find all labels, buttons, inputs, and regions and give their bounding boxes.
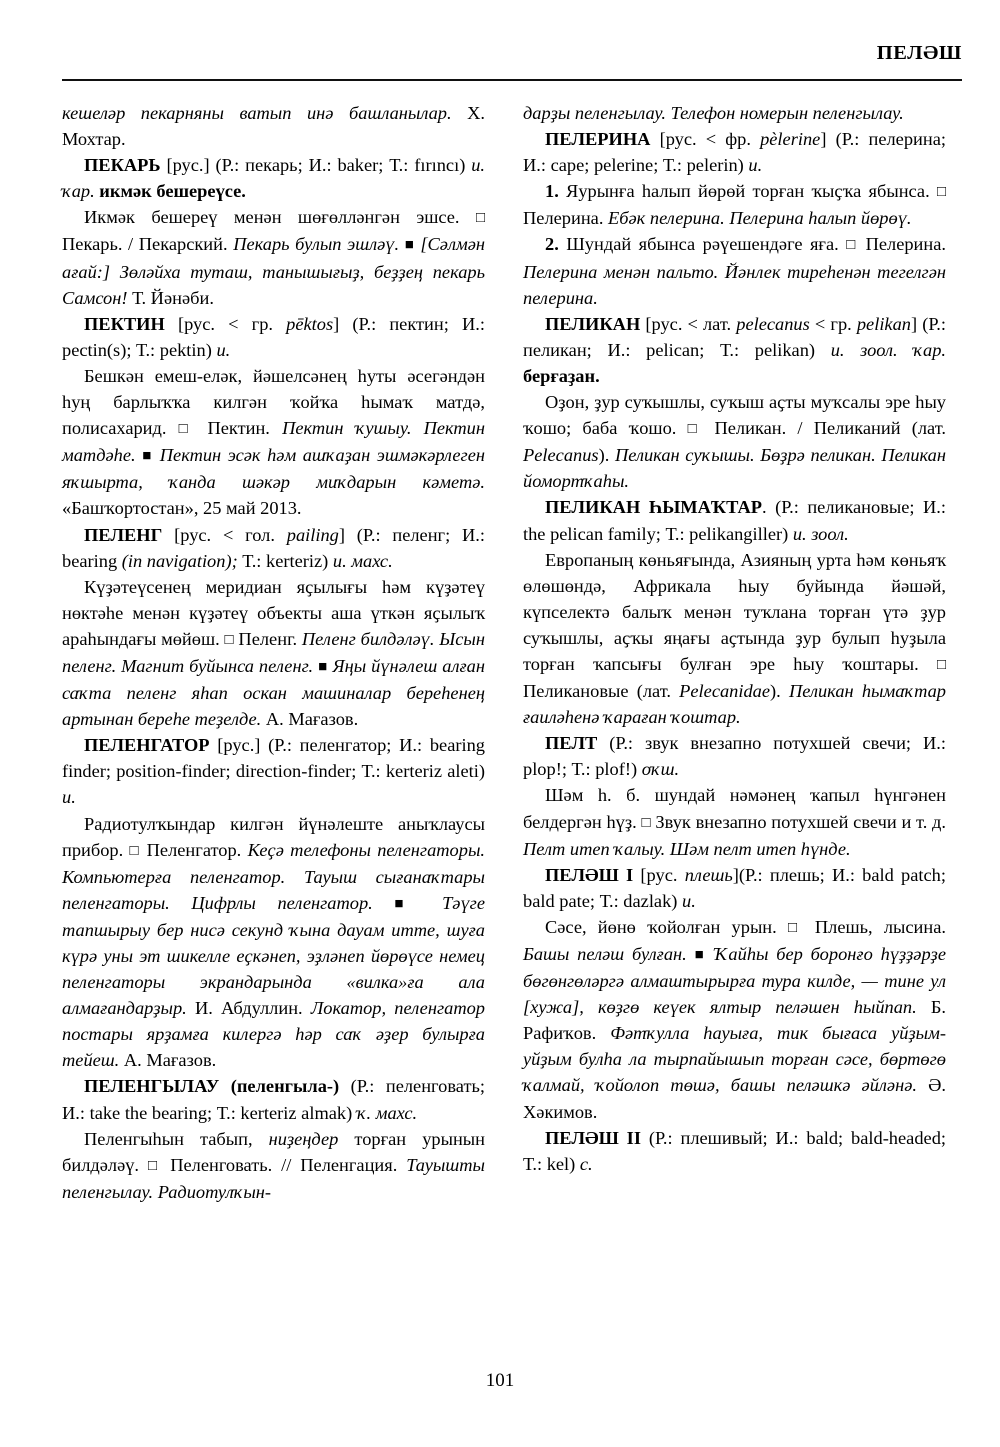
entry-block-pelikan-hymaktar-entry: ПЕЛИКАН ҺЫМАҠТАР. (Р.: пеликановые; И.: the pelican family; Т.: pelikangiller) и. зоол. xyxy=(523,497,946,544)
entry-block-peleng-def: Күҙәтеүсенең меридиан яҫылығы һәм күҙәтеү нөктәһе менән күҙәтеү объекты аша үткән яҫылыҡ араһындағы мөйөш. □ Пеленг. Пеленг билдәләү. Ысын пеленг. Магнит буйынса пеленг. ■ Яңы йүнәлеш алған саҡта пеленг яһап оскан машиналар береһенең артынан береһе теҙелде. А. Мағазов. xyxy=(62,576,485,730)
entry-block-pektin-entry: ПЕКТИН [рус. < гр. pēktos] (Р.: пектин; И.: pectin(s); Т.: pektin) и. xyxy=(62,313,485,360)
page-header xyxy=(62,44,962,90)
entry-block-pelengylau-tail: дарҙы пеленгылау. Телефон номерын пеленгылау. xyxy=(523,103,904,123)
entry-block-pelerina-sense1: 1. Яурынға һалып йөрөй торған ҡыҫҡа ябынса. □ Пелерина. Ебәк пелерина. Пелерина һалып йөрөү. xyxy=(523,181,946,229)
text-columns xyxy=(62,100,962,1332)
entry-block-pelikan-def: Оҙон, ҙур суҡышлы, суҡыш аҫты муҡсалы эре һыу ҡошо; баба ҡошо. □ Пеликан. / Пеликаний (лат. Pelecanus). Пеликан суҡышы. Бөҙрә пеликан. Пеликан йомортҡаһы. xyxy=(523,392,946,492)
entry-block-pelengator-def: Радиотулҡындар килгән йүнәлеште аныҡлаусы прибор. □ Пеленгатор. Кеҫә телефоны пеленгаторы. Компьютерға пеленгатор. Тауыш сығанаҡтары пеленгаторы. Цифрлы пеленгатор. ■ Тәүге тапшырыу бер нисә секунд ҡына дауам итте, шуға күрә уны эт шикелле еҫкәнеп, эҙләнеп йөрөүсе немец пеленгаторы экрандарында «вилка»ға ала алмағандарҙыр. И. Абдуллин. Локатор, пеленгатор постары ярҙамға килергә һәр саҡ әҙер булырға тейеш. А. Мағазов. xyxy=(62,813,485,1071)
page-number: 101 xyxy=(485,1370,515,1391)
entry-block-pekar-def: Икмәк бешереү менән шөғөлләнгән эшсе. □ Пекарь. / Пекарский. Пекарь булып эшләү. ■ [Сәлмән ағай:] Зөләйха туташ, танышығыҙ, беҙҙең пекарь Самсон! Т. Йәнәби. xyxy=(62,207,486,308)
entry-block-pelerina-sense2: 2. Шундай ябынса рәүешендәге яға. □ Пелерина. Пелерина менән пальто. Йәнлек тиреһенән тегелгән пелерина. xyxy=(523,234,946,308)
entry-block-pelash1-def: Сәсе, йөнө ҡойолған урын. □ Плешь, лысина. Башы пеләш булған. ■ Ҡайһы бер боронғо һүҙҙәрҙе бөгөнгөләргә алмаштырырға тура килде, — тине ул [хужа], көҙгө кеүек ялтыр пеләшен һыйпап. Б. Рафиҡов. Фәтҡулла һауыға, тик бығаса уйҙым-уйҙым булһа ла тырпайышып торған сәсе, бөртөгө ҡалмай, ҡойолоп төшә, башы пеләшкә әйләнә. Ә. Хәкимов. xyxy=(523,916,947,1122)
entry-block-peleng-entry: ПЕЛЕНГ [рус. < гол. pailing] (Р.: пеленг; И.: bearing (in navigation); Т.: kerteriz) и. махс. xyxy=(62,524,485,571)
entry-block-pelengylau-def: Пеленгыһын табып, ниҙеңдер торған урынын билдәләү. □ Пеленговать. // Пеленгация. Тауышты пеленгылау. Радиотулҡын- xyxy=(62,1128,485,1202)
entry-block-pelash2-entry: ПЕЛӘШ II (Р.: плешивый; И.: bald; bald-headed; Т.: kel) с. xyxy=(523,1127,946,1174)
entry-block-pektin-def: Бешкән емеш-еләк, йәшелсәнең һуты әсегәндән һуң барлыҡҡа килгән ҡойҡа һымаҡ матдә, полисахарид. □ Пектин. Пектин ҡушыу. Пектин матдәһе. ■ Пектин эсәк һәм ашҡаҙан эшмәкәрлеген яҡшырта, ҡанда шәкәр миҡдарын кәметә. «Башҡортостан», 25 май 2013. xyxy=(62,365,485,519)
entry-block-pekar-entry: ПЕКАРЬ [рус.] (Р.: пекарь; И.: baker; Т.: fırıncı) и. ҡар. икмәк бешереүсе. xyxy=(62,155,485,202)
entry-block-pelt-entry: ПЕЛТ (Р.: звук внезапно потухшей свечи; И.: plop!; Т.: plof!) оҡш. xyxy=(523,733,946,780)
entry-block-pelengylau-entry: ПЕЛЕНГЫЛАУ (пеленгыла-) (Р.: пеленговать; И.: take the bearing; Т.: kerteriz almak) ҡ. махс. xyxy=(62,1076,485,1123)
left-column xyxy=(62,100,485,1332)
entry-block-pelikan-hymaktar-def: Европаның көньяғында, Азияның урта һәм көньяҡ өлөшөндә, Африкала һыу буйында йәшәй, күпселектә балыҡ менән туҡлана торған үтә ҙур суҡышлы, аҫҡы яңағы аҫтында ҙур булып һуҙыла торған ҡапсығы булған эре һыу ҡоштары. □ Пеликановые (лат. Pelecanidae). Пеликан һымаҡтар ғаиләһенә ҡараған ҡоштар. xyxy=(523,549,946,728)
entry-block-pelengator-entry: ПЕЛЕНГАТОР [рус.] (Р.: пеленгатор; И.: bearing finder; position-finder; direction-finder; Т.: kerteriz aleti) и. xyxy=(62,735,485,808)
entry-block-pelikan-entry: ПЕЛИКАН [рус. < лат. pelecanus < гр. pelikan] (Р.: пеликан; И.: pelican; Т.: pelikan) и. зоол. ҡар. берғаҙан. xyxy=(523,313,947,386)
header-rule xyxy=(62,79,962,81)
entry-block-pekar-tail: кешеләр пекарняны ватып инә башланылар. Х. Мохтар. xyxy=(62,103,485,150)
entry-block-pelerina-entry: ПЕЛЕРИНА [рус. < фр. pèlerine] (Р.: пелерина; И.: cape; pelerine; Т.: pelerin) и. xyxy=(523,129,946,176)
running-head: ПЕЛӘШ xyxy=(876,42,962,64)
right-column xyxy=(523,100,946,1332)
entry-block-pelash1-entry: ПЕЛӘШ I [рус. плешь](Р.: плешь; И.: bald patch; bald pate; Т.: dazlak) и. xyxy=(523,864,946,911)
entry-block-pelt-def: Шәм һ. б. шундай нәмәнең ҡапыл һүнгәнен белдергән һүҙ. □ Звук внезапно потухшей свечи и т. д. Пелт итеп ҡалыу. Шәм пелт итеп һүнде. xyxy=(523,785,947,859)
